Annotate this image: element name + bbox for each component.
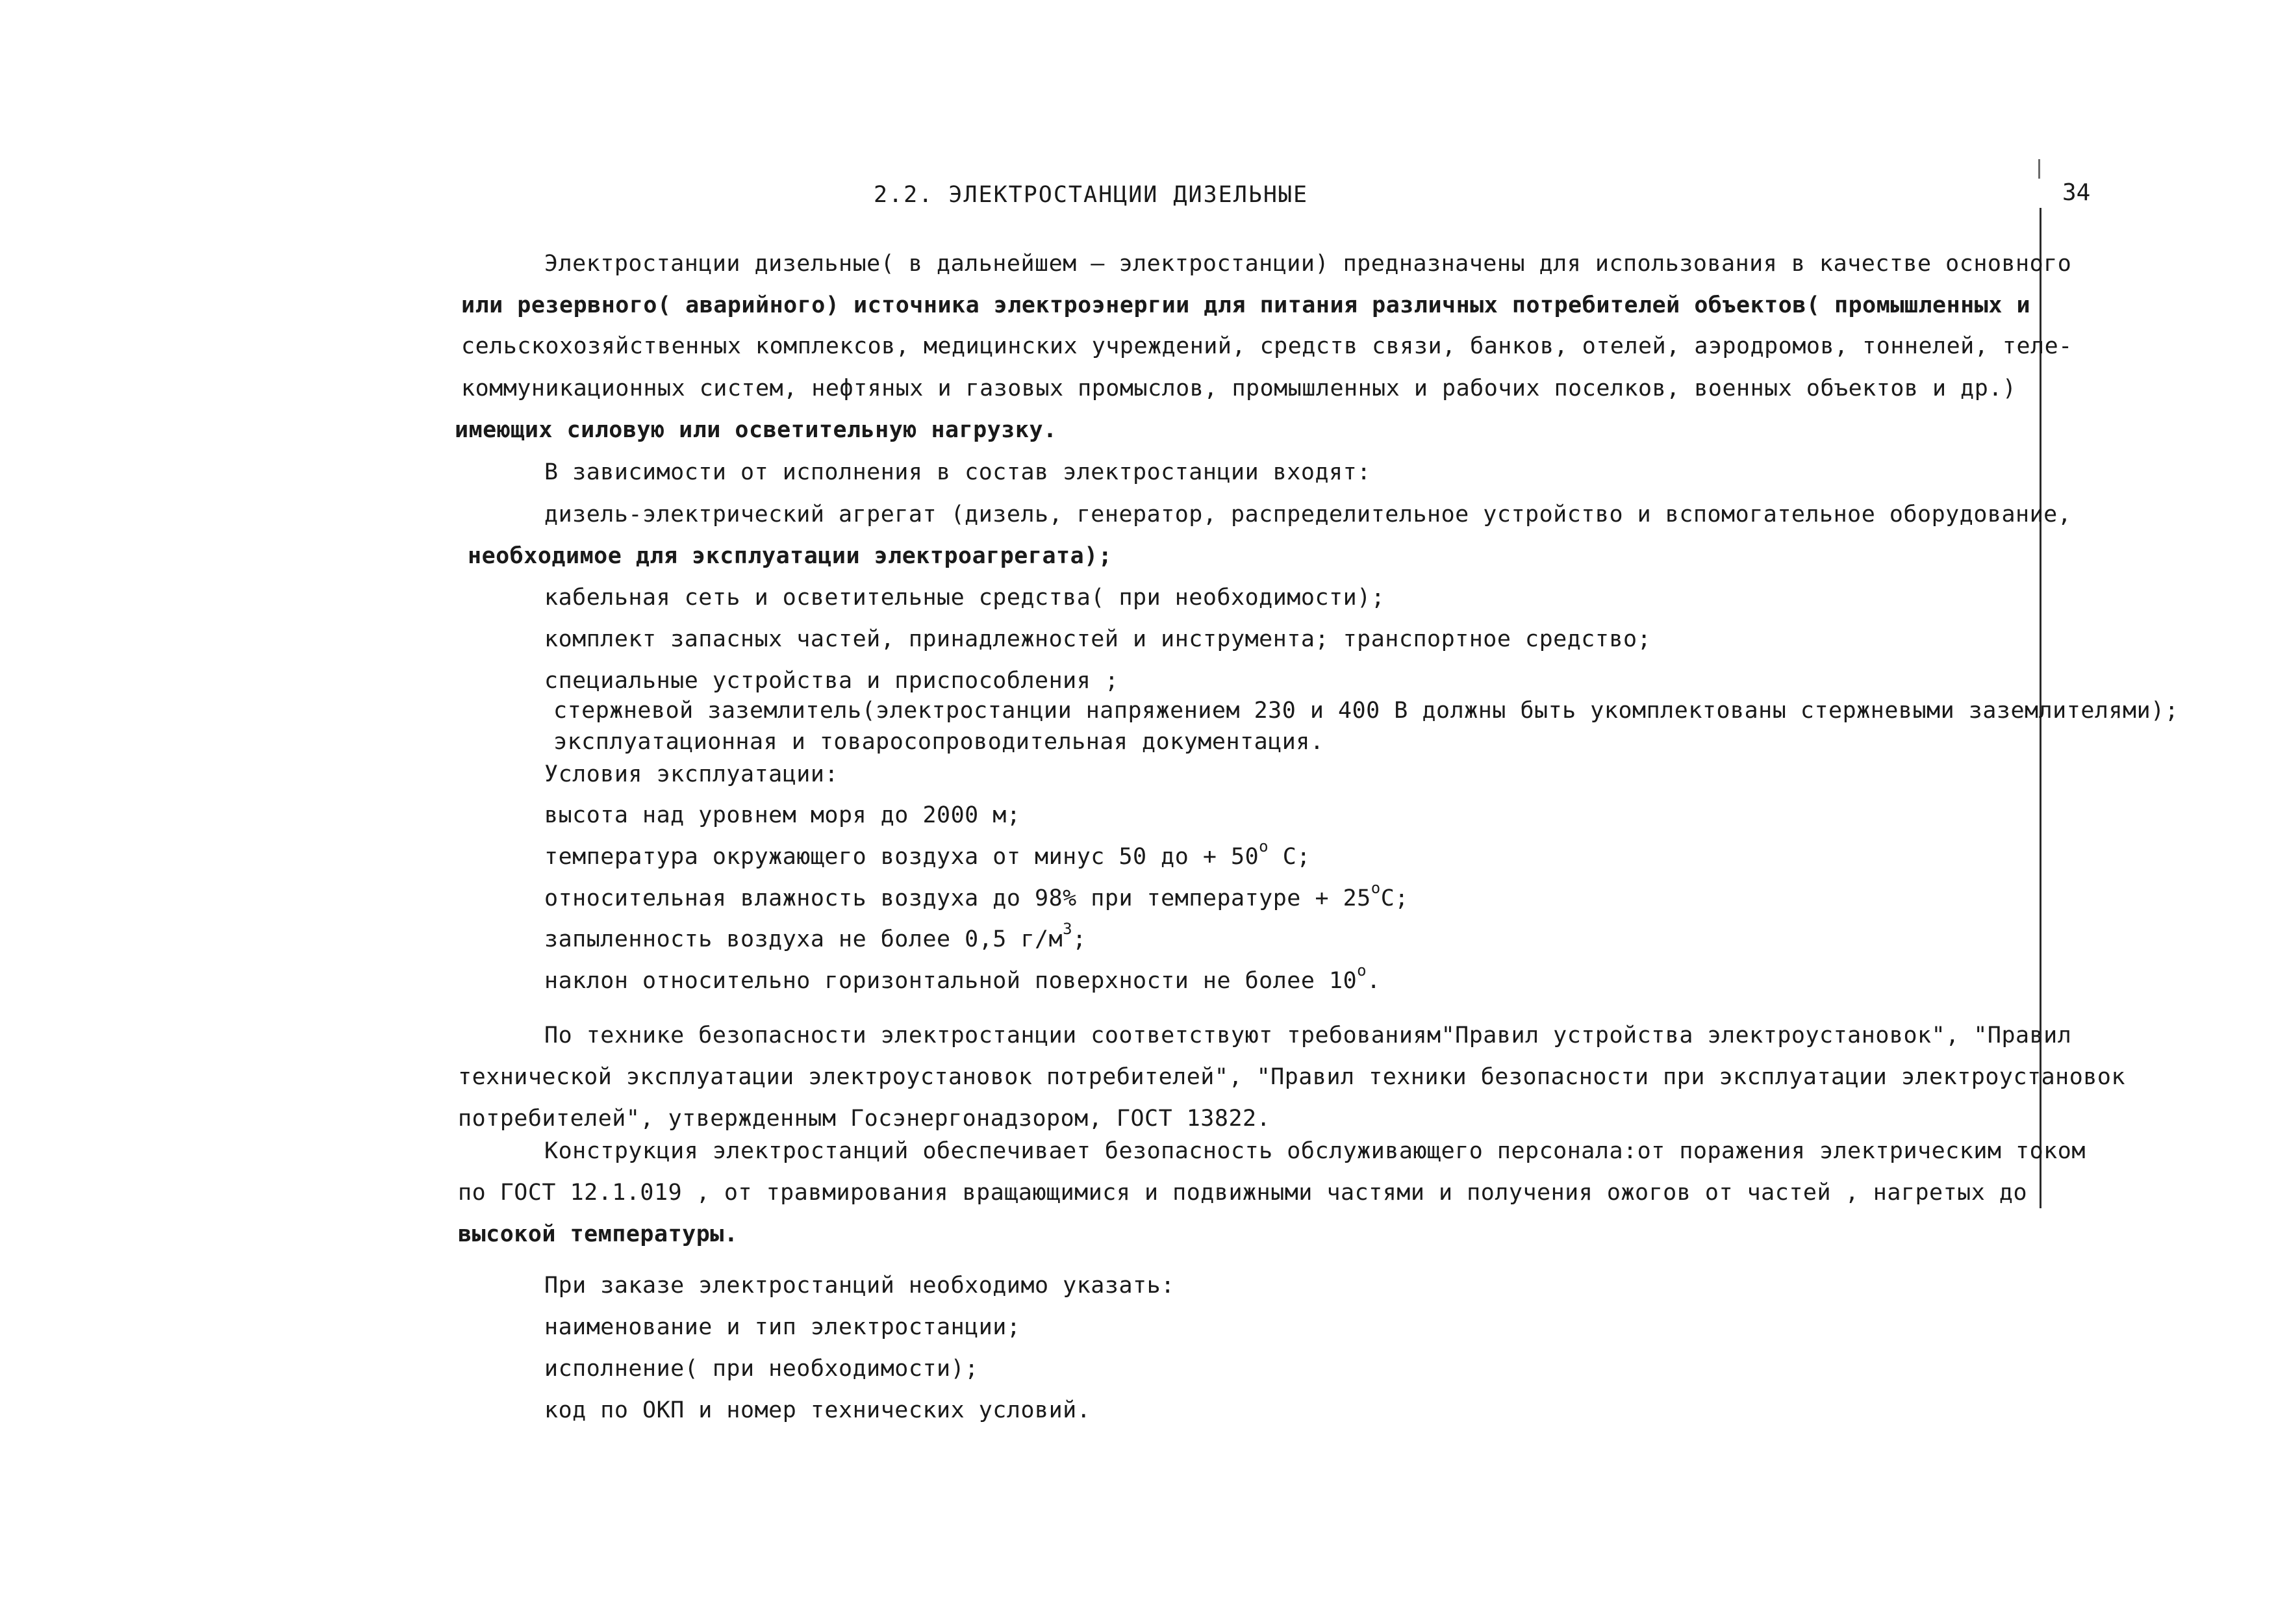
paragraph-line: имеющих силовую или осветительную нагрузку. (455, 417, 1057, 443)
paragraph-line: технической эксплуатации электроустановок потребителей", "Правил техники безопасности при эксплуатации электроустановок (458, 1064, 2126, 1090)
paragraph-line: высокой температуры. (458, 1221, 739, 1247)
condition-item: температура окружающего воздуха от минус 50 до + $50^о$ С; (544, 837, 1311, 870)
margin-tick (2038, 159, 2040, 179)
paragraph-line: коммуникационных систем, нефтяных и газовых промыслов, промышленных и рабочих поселков, военных объектов и др.) (461, 375, 2017, 401)
paragraph-line: В зависимости от исполнения в состав электростанции входят: (544, 459, 1371, 485)
list-item: дизель-электрический агрегат (дизель, генератор, распределительное устройство и вспомогательное оборудование, (544, 501, 2072, 527)
order-item: код по ОКП и номер технических условий. (544, 1397, 1091, 1423)
paragraph-line: Конструкция электростанций обеспечивает безопасность обслуживающего персонала:от поражения электрическим током (544, 1138, 2086, 1164)
paragraph-line: По технике безопасности электростанции соответствуют требованиям"Правил устройства электроустановок", "Правил (544, 1022, 2072, 1048)
condition-item: высота над уровнем моря до 2000 м; (544, 802, 1021, 828)
section-title: 2.2. ЭЛЕКТРОСТАНЦИИ ДИЗЕЛЬНЫЕ (874, 182, 1309, 208)
list-item: необходимое для эксплуатации электроагрегата); (468, 543, 1113, 569)
order-item: исполнение( при необходимости); (544, 1356, 979, 1382)
list-item: эксплуатационная и товаросопроводительная документация. (553, 729, 1324, 755)
paragraph-line: или резервного( аварийного) источника электроэнергии для питания различных потребителей объектов( промышленных и (461, 292, 2031, 318)
condition-item: относительная влажность воздуха до 98% при температуре + $25^оС$; (544, 879, 1409, 911)
list-item: комплект запасных частей, принадлежностей и инструмента; транспортное средство; (544, 626, 1652, 652)
condition-item: запыленность воздуха не более 0,5 $г/м^3$; (544, 920, 1087, 952)
page-number: 34 (2062, 179, 2091, 206)
list-item: стержневой заземлитель(электростанции напряжением 230 и 400 В должны быть укомплектованы стержневыми заземлителями); (553, 698, 2179, 724)
paragraph-line: Электростанции дизельные( в дальнейшем – электростанции) предназначены для использования в качестве основного (544, 251, 2072, 277)
condition-item: наклон относительно горизонтальной поверхности не более $10^о$. (544, 961, 1381, 994)
list-item: кабельная сеть и осветительные средства( при необходимости); (544, 585, 1385, 611)
order-title: При заказе электростанций необходимо указать: (544, 1273, 1175, 1299)
paragraph-line: по ГОСТ 12.1.019 , от травмирования вращающимися и подвижными частями и получения ожогов от частей , нагретых до (458, 1180, 2028, 1206)
paragraph-line: потребителей", утвержденным Госэнергонадзором, ГОСТ 13822. (458, 1106, 1271, 1132)
list-item: специальные устройства и приспособления ; (544, 668, 1119, 694)
order-item: наименование и тип электростанции; (544, 1314, 1021, 1340)
paragraph-line: сельскохозяйственных комплексов, медицинских учреждений, средств связи, банков, отелей, аэродромов, тоннелей, теле- (461, 333, 2073, 359)
conditions-title: Условия эксплуатации: (544, 761, 839, 787)
